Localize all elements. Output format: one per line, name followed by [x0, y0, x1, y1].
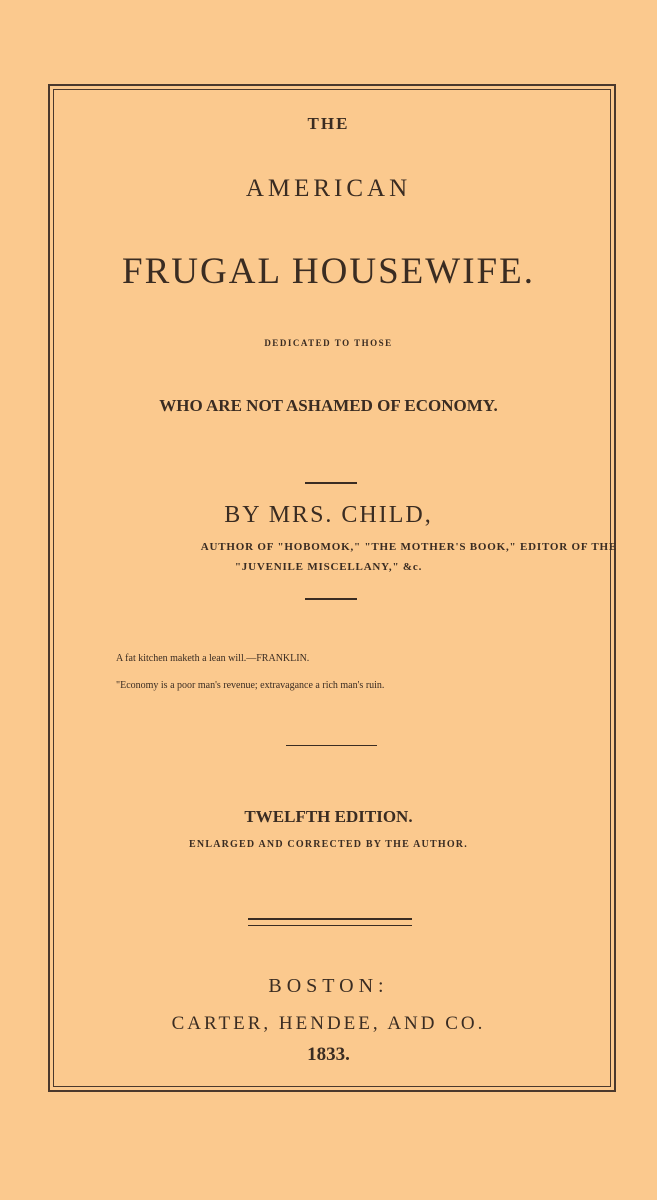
double-rule-top — [248, 918, 412, 920]
edition-note: ENLARGED AND CORRECTED BY THE AUTHOR. — [189, 839, 468, 850]
page-border — [48, 84, 616, 1092]
double-rule-bottom — [248, 925, 412, 926]
edition-line: TWELFTH EDITION. — [244, 807, 413, 826]
divider-rule — [305, 598, 357, 600]
author-credits-line-1: AUTHOR OF "HOBOMOK," "THE MOTHER'S BOOK," EDITOR OF THE — [200, 541, 617, 553]
epigraph-line-1: A fat kitchen maketh a lean will.—FRANKLIN. — [116, 653, 310, 664]
divider-rule — [305, 482, 357, 484]
dedication-line-1: DEDICATED TO THOSE — [264, 338, 393, 348]
book-title: FRUGAL HOUSEWIFE. — [122, 251, 535, 292]
page-border-inner — [53, 89, 611, 1087]
dedication-line-2: WHO ARE NOT ASHAMED OF ECONOMY. — [159, 396, 498, 415]
imprint-year: 1833. — [307, 1044, 350, 1065]
author-line: BY MRS. CHILD, — [224, 502, 433, 528]
author-credits-line-2: "JUVENILE MISCELLANY," &c. — [234, 561, 423, 573]
title-article: THE — [307, 114, 350, 133]
imprint-publisher: CARTER, HENDEE, AND CO. — [171, 1013, 486, 1034]
title-word-american: AMERICAN — [245, 175, 412, 202]
epigraph-line-2: "Economy is a poor man's revenue; extravagance a rich man's ruin. — [116, 680, 385, 691]
divider-rule — [286, 745, 377, 746]
imprint-city: BOSTON: — [268, 975, 389, 997]
